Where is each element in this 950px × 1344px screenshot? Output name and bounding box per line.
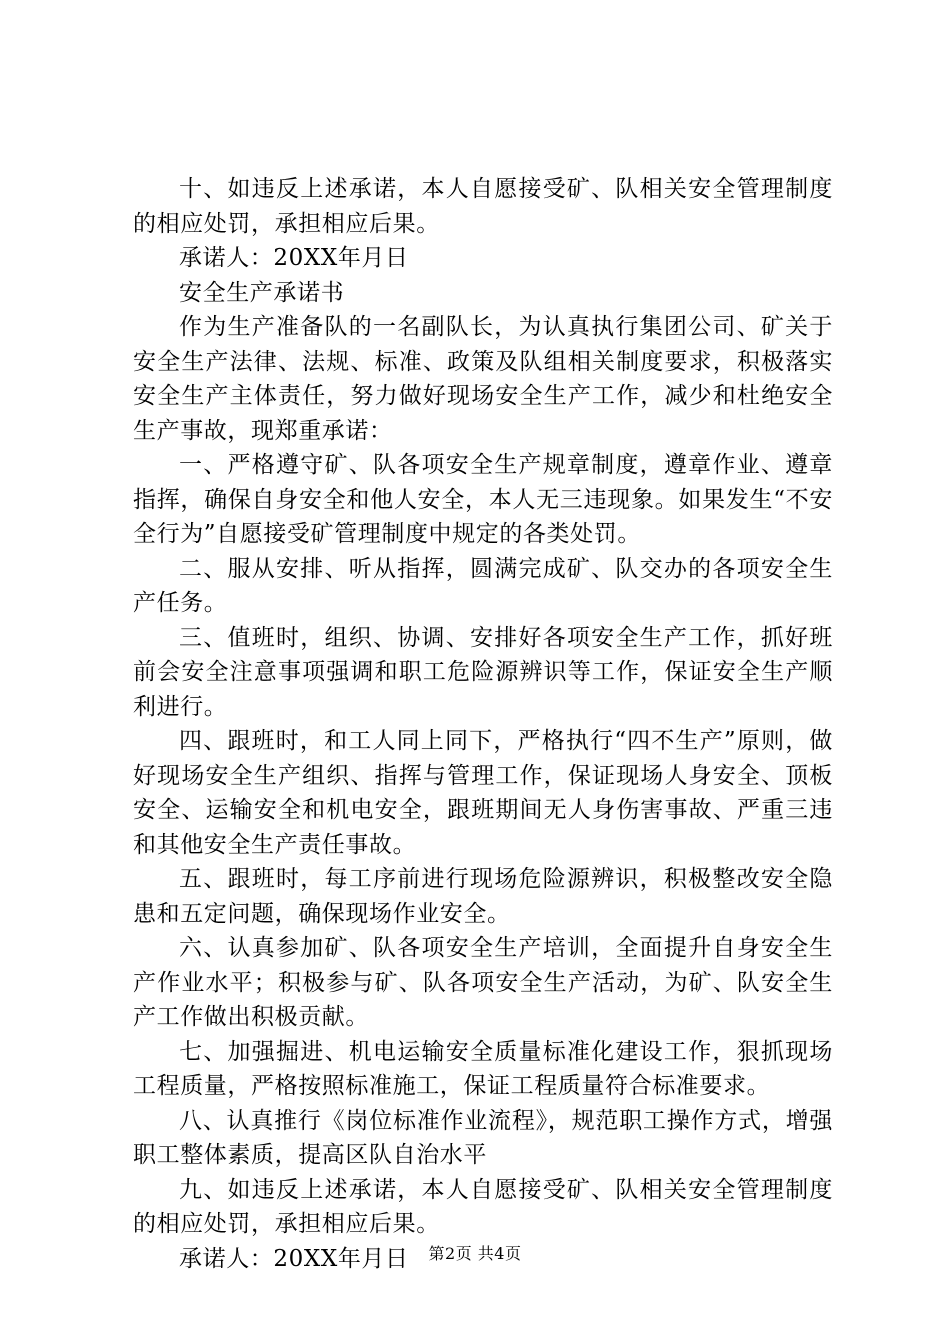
paragraph-clause-4: 四、跟班时，和工人同上同下，严格执行“四不生产”原则，做好现场安全生产组织、指挥与管理工作，保证现场人身安全、顶板安全、运输安全和机电安全，跟班期间无人身伤害事故、严重三违和其他安全生产责任事故。 [133,728,833,858]
signature-line: 承诺人：20XX年月日 [179,1245,409,1272]
paragraph-intro: 作为生产准备队的一名副队长，为认真执行集团公司、矿关于安全生产法律、法规、标准、政策及队组相关制度要求，积极落实安全生产主体责任，努力做好现场安全生产工作，减少和杜绝安全生产事故，现郑重承诺： [133,314,833,444]
paragraph-clause-5: 五、跟班时，每工序前进行现场危险源辨识，积极整改安全隐患和五定问题，确保现场作业安全。 [133,866,833,927]
paragraph-clause-3: 三、值班时，组织、协调、安排好各项安全生产工作，抓好班前会安全注意事项强调和职工危险源辨识等工作，保证安全生产顺利进行。 [133,624,833,720]
paragraph-clause-9: 九、如违反上述承诺，本人自愿接受矿、队相关安全管理制度的相应处罚，承担相应后果。 [133,1176,833,1237]
paragraph-clause-1: 一、严格遵守矿、队各项安全生产规章制度，遵章作业、遵章指挥，确保自身安全和他人安全，本人无三违现象。如果发生“不安全行为”自愿接受矿管理制度中规定的各类处罚。 [133,452,833,547]
page-footer: 第2页 共4页 [428,1244,522,1263]
document-body [133,172,833,1276]
paragraph-clause-2: 二、服从安排、听从指挥，圆满完成矿、队交办的各项安全生产任务。 [133,555,833,616]
paragraph-clause-6: 六、认真参加矿、队各项安全生产培训，全面提升自身安全生产作业水平；积极参与矿、队各项安全生产活动，为矿、队安全生产工作做出积极贡献。 [133,935,833,1030]
paragraph-clause-7: 七、加强掘进、机电运输安全质量标准化建设工作，狠抓现场工程质量，严格按照标准施工，保证工程质量符合标准要求。 [133,1038,833,1099]
paragraph-clause-10: 十、如违反上述承诺，本人自愿接受矿、队相关安全管理制度的相应处罚，承担相应后果。 [133,176,833,237]
paragraph-clause-8: 八、认真推行《岗位标准作业流程》，规范职工操作方式，增强职工整体素质，提高区队自治水平 [133,1107,833,1168]
signature-line: 承诺人：20XX年月日 [179,245,409,271]
section-title: 安全生产承诺书 [179,279,345,306]
